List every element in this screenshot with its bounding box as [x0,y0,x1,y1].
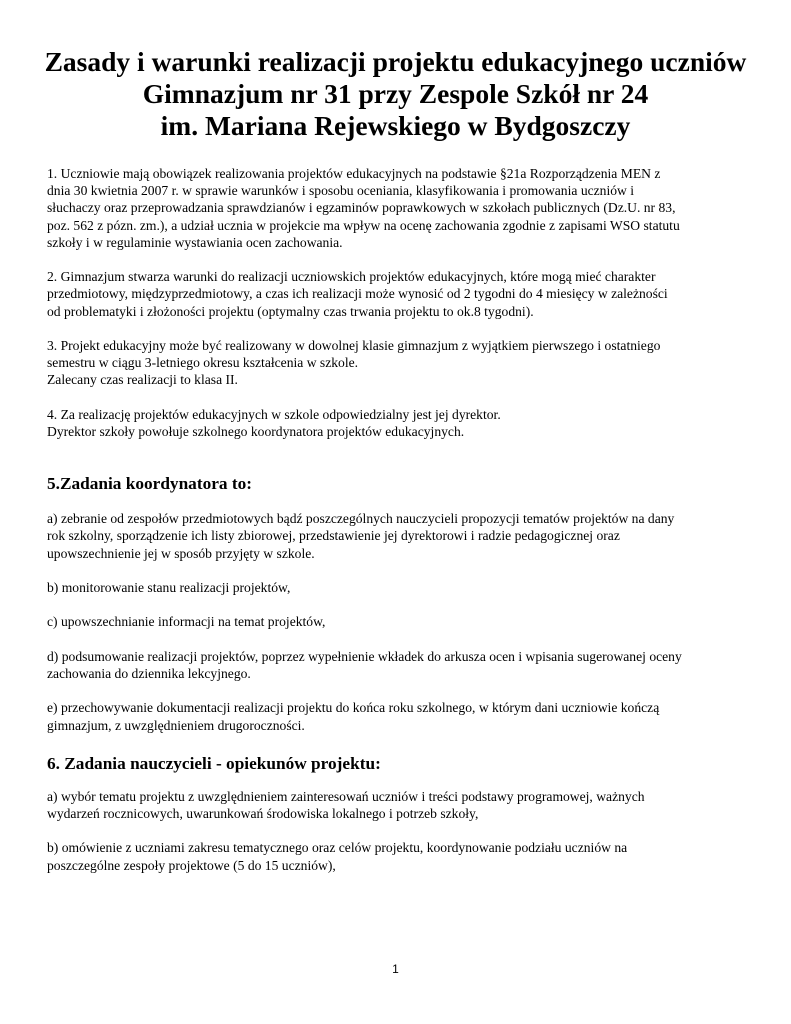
document-title [30,46,761,142]
section-6-heading: 6. Zadania nauczycieli - opiekunów projektu: [47,753,381,773]
text-line: 1. Uczniowie mają obowiązek realizowania projektów edukacyjnych na podstawie §21a Rozporządzenia MEN z [47,166,661,181]
section-5-item-d [47,648,757,682]
title-line-2: Gimnazjum nr 31 przy Zespole Szkół nr 24 [142,78,649,109]
text-line: Dyrektor szkoły powołuje szkolnego koordynatora projektów edukacyjnych. [47,424,465,439]
text-line: dnia 30 kwietnia 2007 r. w sprawie warunków i sposobu oceniania, klasyfikowania i promowania uczniów i [47,183,635,199]
section-5-item-c [47,613,757,630]
paragraph-4 [47,406,757,440]
text-line: 3. Projekt edukacyjny może być realizowany w dowolnej klasie gimnazjum z wyjątkiem pierwszego i ostatniego [47,338,661,353]
text-line: szkoły i w regulaminie wystawiania ocen zachowania. [47,234,343,250]
text-line: słuchaczy oraz przeprowadzania sprawdzianów i egzaminów poprawkowych w szkołach publicznych (Dz.U. nr 83, [47,200,676,216]
text-line: a) zebranie od zespołów przedmiotowych bądź poszczególnych nauczycieli propozycji tematów projektów na dany [47,511,675,527]
text-line: 2. Gimnazjum stwarza warunki do realizacji uczniowskich projektów edukacyjnych, które mogą mieć charakter [47,269,656,285]
section-5-item-a [47,510,757,562]
text-line: b) omówienie z uczniami zakresu tematycznego oraz celów projektu, koordynowanie podziału uczniów na [47,840,628,856]
section-5-heading: 5.Zadania koordynatora to: [47,474,252,494]
text-line: poz. 562 z pózn. zm.), a udział ucznia w projekcie ma wpływ na ocenę zachowania zgodnie z zapisami WSO statutu [47,217,680,233]
text-line: a) wybór tematu projektu z uwzględnieniem zainteresowań uczniów i treści podstawy programowej, ważnych [47,788,645,804]
section-6-item-b [47,839,757,873]
text-line: rok szkolny, sporządzenie ich listy zbiorowej, przedstawienie jej dyrektorowi i radzie pedagogicznej oraz [47,528,620,544]
paragraph-2 [47,268,757,320]
page-number: 1 [392,962,399,976]
text-line: wydarzeń rocznicowych, uwarunkowań środowiska lokalnego i potrzeb szkoły, [47,805,479,821]
document-body [47,165,757,874]
text-line: zachowania do dziennika lekcyjnego. [47,665,251,681]
section-6-item-a [47,788,757,822]
title-line-3: im. Mariana Rejewskiego w Bydgoszczy [160,110,631,141]
text-line: gimnazjum, z uwzględnieniem drugoroczności. [47,717,305,733]
text-line: d) podsumowanie realizacji projektów, poprzez wypełnienie wkładek do arkusza ocen i wpisania sugerowanej oceny [47,648,682,664]
text-line: semestru w ciągu 3-letniego okresu kształcenia w szkole. [47,355,359,371]
paragraph-1 [47,165,757,251]
title-line-1: Zasady i warunki realizacji projektu edukacyjnego uczniów [44,46,747,77]
section-5-item-e [47,699,757,733]
text-line: Zalecany czas realizacji to klasa II. [47,372,238,388]
text-line: 4. Za realizację projektów edukacyjnych w szkole odpowiedzialny jest jej dyrektor. [47,406,501,422]
text-line: b) monitorowanie stanu realizacji projektów, [47,580,291,595]
text-line: przedmiotowy, międzyprzedmiotowy, a czas ich realizacji może wynosić od 2 tygodni do 4 miesięcy w zależności [47,286,668,302]
paragraph-3 [47,337,757,389]
text-line: od problematyki i złożoności projektu (optymalny czas trwania projektu to ok.8 tygodni). [47,303,534,319]
text-line: upowszechnienie jej w sposób przyjęty w szkole. [47,545,315,561]
text-line: c) upowszechnianie informacji na temat projektów, [47,614,326,630]
text-line: poszczególne zespoły projektowe (5 do 15 uczniów), [47,857,336,873]
text-line: e) przechowywanie dokumentacji realizacji projektu do końca roku szkolnego, w którym dani uczniowie kończą [47,700,660,716]
section-5-item-b [47,579,757,596]
